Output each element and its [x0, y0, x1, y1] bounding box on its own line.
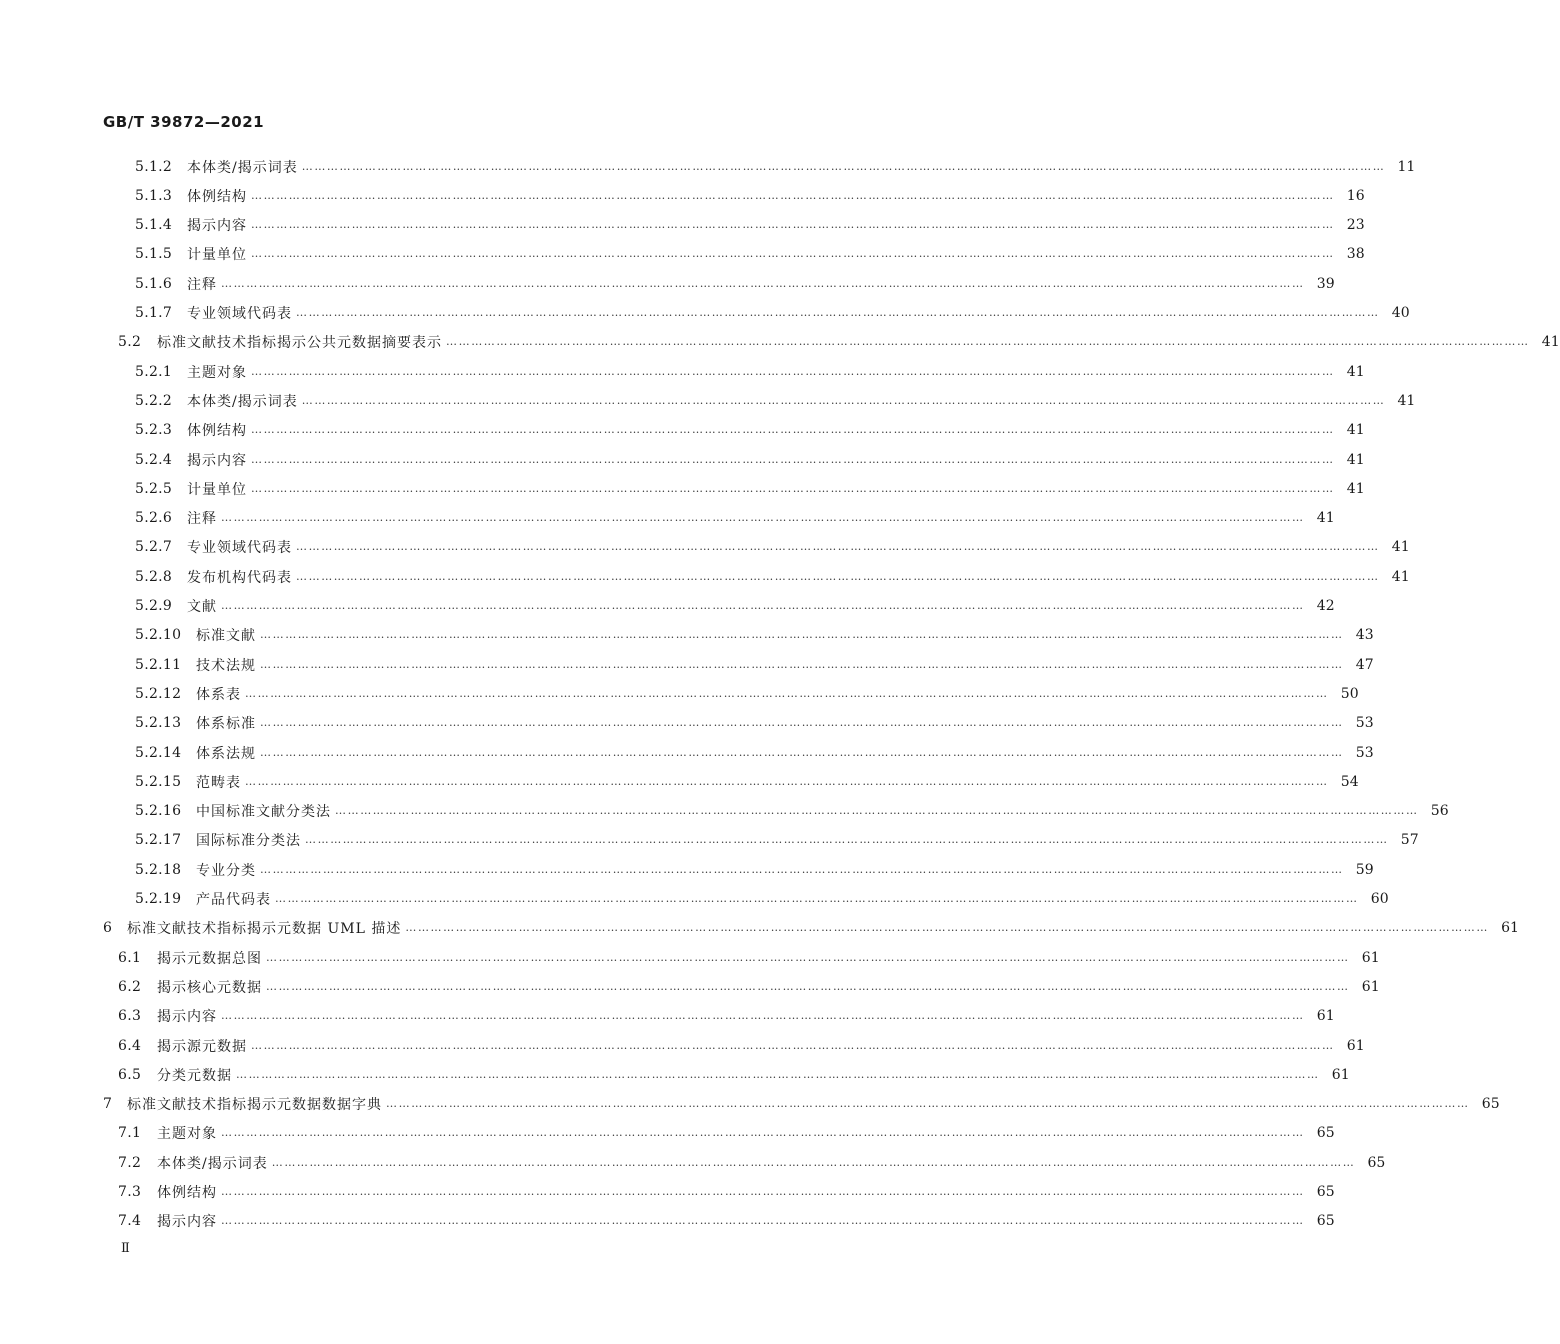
- toc-entry[interactable]: [135, 650, 1374, 679]
- toc-entry-number: 5.2.15: [135, 773, 182, 790]
- toc-leader-dots: ……………………………………………………………………………………………………………………………………………………………………………………………………………………………………: [245, 686, 1329, 700]
- toc-entry-page: 41: [1391, 568, 1410, 585]
- page-number: Ⅱ: [121, 1241, 130, 1256]
- toc-entry-page: 40: [1391, 305, 1410, 321]
- toc-entry-number: 6.5: [118, 1066, 142, 1083]
- toc-entry[interactable]: [135, 299, 1410, 328]
- toc-entry[interactable]: [103, 1090, 1500, 1119]
- toc-entry-number: 5.2.9: [135, 598, 173, 614]
- toc-entry[interactable]: [118, 1207, 1335, 1236]
- toc-entry-title: 标准文献技术指标揭示元数据 UML 描述: [127, 921, 402, 938]
- toc-entry-page: 61: [1331, 1066, 1350, 1083]
- toc-entry-page: 57: [1400, 832, 1419, 849]
- toc-entry-page: 60: [1370, 891, 1389, 907]
- toc-entry-page: 61: [1361, 949, 1380, 966]
- toc-entry-title: 计量单位: [187, 481, 247, 498]
- toc-entry[interactable]: [118, 328, 1560, 357]
- toc-entry-page: 41: [1391, 539, 1410, 556]
- toc-leader-dots: ……………………………………………………………………………………………………………………………………………………………………………………………………………………………………: [386, 1097, 1470, 1111]
- toc-leader-dots: ……………………………………………………………………………………………………………………………………………………………………………………………………………………………………: [221, 511, 1305, 525]
- toc-entry-page: 38: [1346, 246, 1365, 263]
- toc-entry-title: 揭示内容: [157, 1214, 217, 1231]
- toc-leader-dots: ……………………………………………………………………………………………………………………………………………………………………………………………………………………………………: [221, 1185, 1305, 1198]
- toc-entry-number: 5.1.4: [135, 217, 173, 234]
- toc-entry-number: 6.4: [118, 1037, 142, 1054]
- toc-entry-number: 5.2.8: [135, 568, 173, 585]
- toc-entry-number: 5.2: [118, 334, 142, 351]
- toc-leader-dots: ……………………………………………………………………………………………………………………………………………………………………………………………………………………………………: [221, 1009, 1305, 1023]
- toc-leader-dots: ……………………………………………………………………………………………………………………………………………………………………………………………………………………………………: [260, 745, 1344, 759]
- toc-leader-dots: ……………………………………………………………………………………………………………………………………………………………………………………………………………………………………: [251, 364, 1335, 378]
- toc-entry-page: 61: [1346, 1037, 1365, 1054]
- toc-entry-title: 体系表: [196, 686, 241, 703]
- toc-entry[interactable]: [135, 562, 1410, 591]
- toc-leader-dots: ……………………………………………………………………………………………………………………………………………………………………………………………………………………………………: [221, 1126, 1305, 1140]
- toc-entry-number: 5.2.16: [135, 803, 182, 820]
- toc-entry-page: 42: [1316, 598, 1335, 614]
- toc-entry-page: 65: [1316, 1213, 1335, 1230]
- toc-entry-number: 5.2.12: [135, 685, 182, 702]
- toc-entry-page: 61: [1316, 1008, 1335, 1025]
- toc-entry[interactable]: [135, 504, 1335, 533]
- toc-entry-number: 5.2.6: [135, 510, 173, 527]
- toc-leader-dots: ……………………………………………………………………………………………………………………………………………………………………………………………………………………………………: [260, 628, 1344, 642]
- toc-leader-dots: ……………………………………………………………………………………………………………………………………………………………………………………………………………………………………: [296, 569, 1380, 583]
- toc-entry-title: 文献: [187, 599, 217, 615]
- toc-leader-dots: ……………………………………………………………………………………………………………………………………………………………………………………………………………………………………: [251, 218, 1335, 232]
- toc-entry-number: 6.2: [118, 978, 142, 995]
- toc-entry-title: 体系法规: [196, 745, 256, 762]
- toc-leader-dots: ……………………………………………………………………………………………………………………………………………………………………………………………………………………………………: [301, 393, 1386, 407]
- toc-entry-number: 5.1.7: [135, 305, 173, 321]
- toc-entry[interactable]: [135, 826, 1419, 855]
- toc-entry[interactable]: [135, 621, 1374, 650]
- toc-entry[interactable]: [135, 592, 1335, 621]
- toc-entry-page: 61: [1501, 920, 1519, 937]
- toc-entry-number: 5.2.3: [135, 422, 173, 439]
- toc-entry-title: 揭示核心元数据: [157, 979, 262, 996]
- toc-leader-dots: ……………………………………………………………………………………………………………………………………………………………………………………………………………………………………: [251, 481, 1335, 495]
- toc-entry[interactable]: [135, 357, 1365, 386]
- toc-leader-dots: ……………………………………………………………………………………………………………………………………………………………………………………………………………………………………: [405, 921, 1489, 935]
- toc-entry-number: 5.1.6: [135, 275, 173, 292]
- toc-entry-title: 主题对象: [157, 1126, 217, 1143]
- toc-entry-number: 7.2: [118, 1154, 142, 1171]
- toc-leader-dots: ……………………………………………………………………………………………………………………………………………………………………………………………………………………………………: [236, 1067, 1320, 1081]
- toc-leader-dots: ……………………………………………………………………………………………………………………………………………………………………………………………………………………………………: [296, 306, 1380, 319]
- toc-entry[interactable]: [135, 445, 1365, 474]
- toc-entry-page: 41: [1346, 422, 1365, 439]
- toc-entry[interactable]: [135, 885, 1389, 914]
- toc-entry-number: 5.2.17: [135, 832, 182, 849]
- toc-entry-title: 揭示源元数据: [157, 1038, 247, 1055]
- toc-entry-page: 43: [1355, 627, 1374, 644]
- toc-leader-dots: ……………………………………………………………………………………………………………………………………………………………………………………………………………………………………: [260, 716, 1344, 730]
- toc-leader-dots: ……………………………………………………………………………………………………………………………………………………………………………………………………………………………………: [335, 804, 1419, 818]
- toc-entry[interactable]: [135, 797, 1449, 826]
- toc-entry-number: 5.2.18: [135, 861, 182, 878]
- document-code: GB/T 39872—2021: [103, 113, 265, 131]
- toc-entry[interactable]: [118, 1031, 1365, 1060]
- toc-entry[interactable]: [135, 679, 1359, 708]
- toc-entry[interactable]: [135, 416, 1365, 445]
- toc-entry-number: 6.1: [118, 949, 142, 966]
- toc-entry-title: 标准文献技术指标揭示公共元数据摘要表示: [157, 335, 442, 352]
- toc-entry-page: 50: [1340, 685, 1359, 702]
- toc-leader-dots: ……………………………………………………………………………………………………………………………………………………………………………………………………………………………………: [251, 247, 1335, 261]
- toc-entry-page: 65: [1316, 1184, 1335, 1200]
- toc-entry-title: 标准文献技术指标揭示元数据数据字典: [127, 1097, 382, 1114]
- toc-entry-number: 7.3: [118, 1184, 142, 1200]
- toc-entry-page: 54: [1340, 773, 1359, 790]
- toc-entry-title: 揭示内容: [187, 452, 247, 469]
- toc-entry[interactable]: [135, 855, 1374, 884]
- toc-entry-number: 5.1.5: [135, 246, 173, 263]
- toc-entry[interactable]: [135, 269, 1335, 298]
- toc-entry-title: 计量单位: [187, 247, 247, 264]
- toc-entry-title: 标准文献: [196, 628, 256, 645]
- toc-entry-title: 注释: [187, 276, 217, 293]
- toc-leader-dots: ……………………………………………………………………………………………………………………………………………………………………………………………………………………………………: [275, 892, 1359, 905]
- toc-entry-number: 5.2.5: [135, 480, 173, 497]
- toc-entry-title: 技术法规: [196, 657, 256, 674]
- toc-entry-title: 揭示内容: [157, 1009, 217, 1026]
- toc-entry[interactable]: [135, 152, 1416, 181]
- toc-entry-page: 53: [1355, 715, 1374, 732]
- toc-entry[interactable]: [135, 474, 1365, 503]
- toc-entry-page: 41: [1346, 363, 1365, 380]
- toc-entry-page: 61: [1361, 978, 1380, 995]
- toc-entry[interactable]: [135, 386, 1416, 415]
- toc-leader-dots: ……………………………………………………………………………………………………………………………………………………………………………………………………………………………………: [221, 599, 1305, 612]
- toc-entry[interactable]: [135, 709, 1374, 738]
- toc-entry-title: 体例结构: [157, 1185, 217, 1201]
- toc-entry-number: 5.1.3: [135, 187, 173, 204]
- toc-entry-page: 53: [1355, 744, 1374, 761]
- toc-entry-number: 5.2.1: [135, 363, 173, 380]
- toc-leader-dots: ……………………………………………………………………………………………………………………………………………………………………………………………………………………………………: [301, 159, 1386, 173]
- toc-leader-dots: ……………………………………………………………………………………………………………………………………………………………………………………………………………………………………: [266, 979, 1350, 993]
- toc-leader-dots: ……………………………………………………………………………………………………………………………………………………………………………………………………………………………………: [251, 423, 1335, 437]
- toc-entry-number: 7.4: [118, 1213, 142, 1230]
- toc-entry-page: 23: [1346, 217, 1365, 234]
- toc-entry-title: 国际标准分类法: [196, 833, 301, 850]
- toc-entry-number: 7.1: [118, 1125, 142, 1142]
- toc-entry-page: 56: [1430, 803, 1449, 820]
- toc-entry[interactable]: [118, 943, 1380, 972]
- toc-entry-title: 产品代码表: [196, 892, 271, 908]
- toc-leader-dots: ……………………………………………………………………………………………………………………………………………………………………………………………………………………………………: [296, 540, 1380, 554]
- toc-leader-dots: ……………………………………………………………………………………………………………………………………………………………………………………………………………………………………: [251, 452, 1335, 466]
- toc-leader-dots: ……………………………………………………………………………………………………………………………………………………………………………………………………………………………………: [251, 188, 1335, 202]
- toc-leader-dots: ……………………………………………………………………………………………………………………………………………………………………………………………………………………………………: [260, 657, 1344, 671]
- toc-entry[interactable]: [135, 211, 1365, 240]
- toc-entry-page: 65: [1316, 1125, 1335, 1142]
- toc-entry-number: 5.2.14: [135, 744, 182, 761]
- toc-entry-title: 揭示元数据总图: [157, 950, 262, 967]
- toc-leader-dots: ……………………………………………………………………………………………………………………………………………………………………………………………………………………………………: [221, 1214, 1305, 1228]
- toc-entry-title: 发布机构代码表: [187, 569, 292, 586]
- toc-entry[interactable]: [118, 1148, 1386, 1177]
- toc-entry-title: 主题对象: [187, 364, 247, 381]
- toc-entry-title: 专业领域代码表: [187, 306, 292, 322]
- toc-leader-dots: ……………………………………………………………………………………………………………………………………………………………………………………………………………………………………: [266, 950, 1350, 964]
- toc-entry-page: 41: [1316, 510, 1335, 527]
- toc-entry-title: 专业分类: [196, 862, 256, 879]
- toc-entry-number: 5.2.19: [135, 891, 182, 907]
- toc-entry[interactable]: [118, 1060, 1350, 1089]
- toc-leader-dots: ……………………………………………………………………………………………………………………………………………………………………………………………………………………………………: [446, 335, 1530, 349]
- toc-entry-title: 注释: [187, 511, 217, 528]
- toc-entry-title: 范畴表: [196, 774, 241, 791]
- toc-entry-title: 体系标准: [196, 716, 256, 733]
- toc-entry-number: 5.2.2: [135, 392, 173, 409]
- toc-entry-title: 本体类/揭示词表: [187, 159, 298, 176]
- toc-leader-dots: ……………………………………………………………………………………………………………………………………………………………………………………………………………………………………: [260, 862, 1344, 876]
- toc-entry-title: 本体类/揭示词表: [157, 1155, 268, 1172]
- toc-entry-page: 39: [1316, 275, 1335, 292]
- toc-leader-dots: ……………………………………………………………………………………………………………………………………………………………………………………………………………………………………: [305, 833, 1389, 847]
- toc-entry[interactable]: [118, 1119, 1335, 1148]
- toc-entry-page: 65: [1367, 1154, 1386, 1171]
- toc-entry[interactable]: [118, 1002, 1335, 1031]
- toc-entry-title: 体例结构: [187, 188, 247, 205]
- toc-entry-page: 11: [1397, 158, 1416, 175]
- toc-leader-dots: ……………………………………………………………………………………………………………………………………………………………………………………………………………………………………: [245, 774, 1329, 788]
- toc-entry-title: 本体类/揭示词表: [187, 393, 298, 410]
- toc-entry-page: 41: [1346, 451, 1365, 468]
- toc-entry-title: 分类元数据: [157, 1067, 232, 1084]
- toc-entry[interactable]: [135, 240, 1365, 269]
- toc-leader-dots: ……………………………………………………………………………………………………………………………………………………………………………………………………………………………………: [221, 276, 1305, 290]
- toc-entry-title: 揭示内容: [187, 218, 247, 235]
- toc-entry-number: 6.3: [118, 1008, 142, 1025]
- toc-leader-dots: ……………………………………………………………………………………………………………………………………………………………………………………………………………………………………: [251, 1038, 1335, 1052]
- toc-entry-number: 5.2.4: [135, 451, 173, 468]
- toc-entry-title: 中国标准文献分类法: [196, 804, 331, 821]
- toc-entry-number: 5.2.7: [135, 539, 173, 556]
- toc-entry-page: 65: [1481, 1096, 1500, 1113]
- toc-entry-number: 5.2.13: [135, 715, 182, 732]
- toc-entry-page: 47: [1355, 656, 1374, 673]
- toc-entry[interactable]: [135, 181, 1365, 210]
- toc-entry-page: 41: [1541, 334, 1560, 351]
- toc-entry-number: 5.2.10: [135, 627, 182, 644]
- toc-entry-page: 41: [1397, 392, 1416, 409]
- toc-entry-title: 专业领域代码表: [187, 540, 292, 557]
- toc-entry-page: 16: [1346, 187, 1365, 204]
- toc-entry-number: 5.2.11: [135, 656, 182, 673]
- toc-entry-number: 6: [103, 920, 113, 937]
- toc-entry[interactable]: [103, 914, 1519, 943]
- toc-entry-page: 59: [1355, 861, 1374, 878]
- toc-entry[interactable]: [135, 738, 1374, 767]
- toc-leader-dots: ……………………………………………………………………………………………………………………………………………………………………………………………………………………………………: [271, 1155, 1356, 1169]
- toc-entry-number: 5.1.2: [135, 158, 173, 175]
- toc-entry[interactable]: [135, 767, 1359, 796]
- toc-entry[interactable]: [118, 1178, 1335, 1207]
- toc-entry[interactable]: [135, 533, 1410, 562]
- toc-entry-title: 体例结构: [187, 423, 247, 440]
- toc-entry-number: 7: [103, 1096, 113, 1113]
- toc-entry-page: 41: [1346, 480, 1365, 497]
- toc-entry[interactable]: [118, 972, 1380, 1001]
